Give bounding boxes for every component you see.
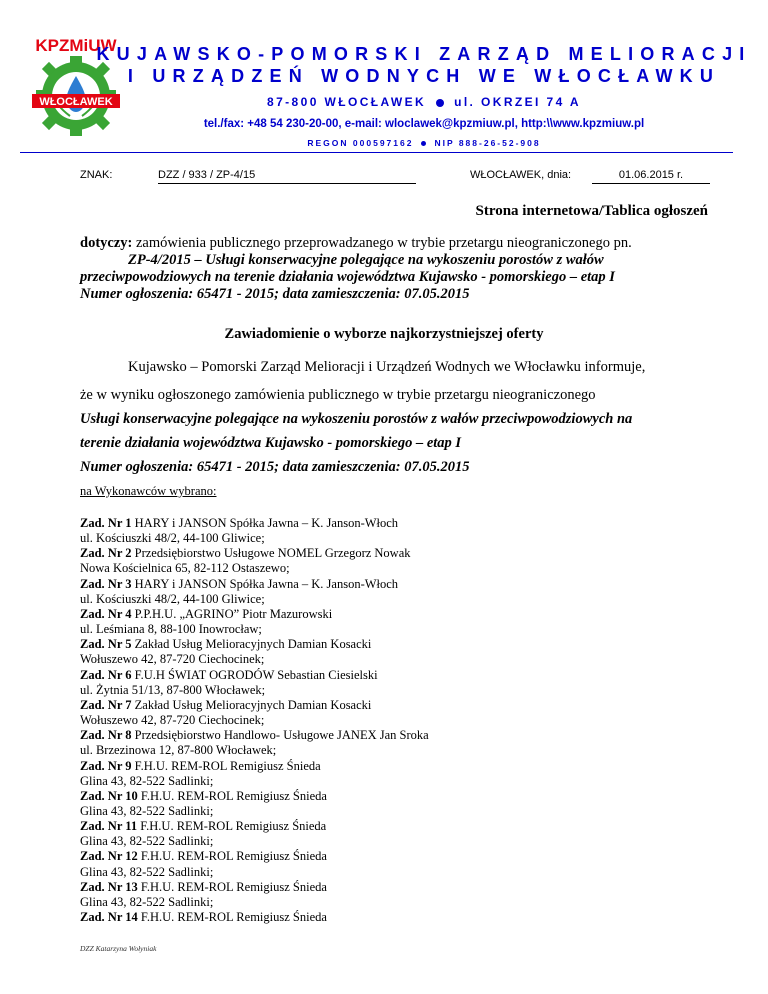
lots-list [80, 516, 720, 925]
address-city: 87-800 WŁOCŁAWEK [267, 95, 427, 109]
lot-item [80, 516, 720, 546]
org-address [80, 95, 768, 109]
notice-title: Zawiadomienie o wyborze najkorzystniejszej oferty [224, 326, 544, 342]
address-street: ul. OKRZEI 74 A [454, 95, 581, 109]
lot-contractor-address: Glina 43, 82-522 Sadlinki; [80, 864, 214, 879]
lot-contractor-name: HARY i JANSON Spółka Jawna – K. Janson-Włoch [131, 516, 399, 530]
lot-contractor-address: ul. Leśmiana 8, 88-100 Inowrocław; [80, 622, 262, 637]
lot-item [80, 789, 720, 819]
lot-contractor-name: F.H.U. REM-ROL Remigiusz Śnieda [137, 819, 327, 834]
lot-contractor-address: ul. Brzezinowa 12, 87-800 Włocławek; [80, 743, 277, 758]
lot-item [80, 759, 720, 789]
lot-contractor-address: Wołuszewo 42, 87-720 Ciechocinek; [80, 713, 265, 728]
lot-item [80, 728, 720, 758]
lot-item [80, 607, 720, 637]
lot-label: Zad. Nr 3 [80, 576, 132, 591]
page-subtitle: Strona internetowa/Tablica ogłoszeń [475, 203, 708, 219]
lot-label: Zad. Nr 13 [80, 879, 138, 894]
subject-text: zamówienia publicznego przeprowadzanego w trybie przetargu nieograniczonego pn. [132, 235, 632, 251]
org-name-line1: KUJAWSKO-POMORSKI ZARZĄD MELIORACJI [96, 44, 752, 64]
header-divider [20, 152, 733, 153]
footer-author: DZZ Katarzyna Wołyniak [80, 944, 157, 953]
nip-number: NIP 888-26-52-908 [434, 138, 541, 148]
chosen-contractors-label: na Wykonawców wybrano: [80, 484, 217, 498]
lot-item [80, 637, 720, 667]
lot-label: Zad. Nr 10 [80, 788, 138, 803]
lot-label: Zad. Nr 2 [80, 546, 132, 561]
znak-value: DZZ / 933 / ZP-4/15 [158, 169, 416, 184]
lot-item [80, 819, 720, 849]
logo-text-bottom: WŁOCŁAWEK [39, 96, 113, 108]
lot-label: Zad. Nr 5 [80, 637, 132, 652]
contact-line: tel./fax: +48 54 230-20-00, e-mail: wloclawek@kpzmiuw.pl, http:\\www.kpzmiuw.pl [203, 118, 645, 130]
lot-contractor-name: Zakład Usług Melioracyjnych Damian Kosacki [131, 637, 372, 652]
lot-contractor-name: F.U.H ŚWIAT OGRODÓW Sebastian Ciesielski [131, 667, 378, 682]
lot-contractor-name: Przedsiębiorstwo Handlowo- Usługowe JANEX Jan Sroka [131, 728, 429, 743]
subject-paragraph [80, 235, 708, 286]
logo-text-top: KPZMiUW [35, 36, 117, 55]
subject-line-1: Usługi konserwacyjne polegające na wykoszeniu porostów z wałów przeciwpowodziowych na [80, 411, 633, 427]
lot-contractor-address: Nowa Kościelnica 65, 82-112 Ostaszewo; [80, 561, 290, 576]
lot-item [80, 910, 720, 925]
lot-item [80, 668, 720, 698]
lot-item [80, 577, 720, 607]
lot-label: Zad. Nr 14 [80, 910, 138, 925]
bullet-icon [421, 141, 426, 146]
intro-line-1: Kujawsko – Pomorski Zarząd Melioracji i Urządzeń Wodnych we Włocławku informuje, [128, 359, 646, 375]
bullet-icon [436, 99, 444, 107]
date-label: WŁOCŁAWEK, dnia: [470, 169, 572, 181]
lot-contractor-name: Przedsiębiorstwo Usługowe NOMEL Grzegorz Nowak [131, 546, 411, 561]
lot-item [80, 698, 720, 728]
lot-contractor-name: P.P.H.U. „AGRINO” Piotr Mazurowski [131, 606, 333, 621]
lot-label: Zad. Nr 1 [80, 516, 132, 530]
lot-contractor-address: Glina 43, 82-522 Sadlinki; [80, 773, 214, 788]
znak-label: ZNAK: [80, 169, 113, 181]
org-name-line2: I URZĄDZEŃ WODNYCH WE WŁOCŁAWKU [127, 66, 721, 86]
lot-contractor-address: Glina 43, 82-522 Sadlinki; [80, 834, 214, 849]
regon-number: REGON 000597162 [307, 138, 414, 148]
intro-line-2: że w wyniku ogłoszonego zamówienia publicznego w trybie przetargu nieograniczonego [80, 387, 596, 403]
subject-label: dotyczy: [80, 235, 133, 251]
lot-contractor-address: ul. Kościuszki 48/2, 44-100 Gliwice; [80, 531, 265, 546]
lot-label: Zad. Nr 8 [80, 728, 132, 743]
lot-contractor-name: F.H.U. REM-ROL Remigiusz Śnieda [137, 788, 327, 803]
lot-contractor-name: F.H.U. REM-ROL Remigiusz Śnieda [137, 849, 327, 864]
lot-item [80, 880, 720, 910]
lot-contractor-name: F.H.U. REM-ROL Remigiusz Śnieda [131, 758, 321, 773]
lot-label: Zad. Nr 11 [80, 819, 138, 834]
lot-label: Zad. Nr 4 [80, 606, 132, 621]
lot-contractor-name: Zakład Usług Melioracyjnych Damian Kosacki [131, 697, 372, 712]
subject-line-2: terenie działania województwa Kujawsko - pomorskiego – etap I [80, 435, 462, 451]
lot-contractor-name: HARY i JANSON Spółka Jawna – K. Janson-Włoch [131, 576, 399, 591]
lot-label: Zad. Nr 12 [80, 849, 138, 864]
lot-contractor-name: F.H.U. REM-ROL Remigiusz Śnieda [137, 910, 327, 925]
lot-item [80, 849, 720, 879]
lot-contractor-address: Wołuszewo 42, 87-720 Ciechocinek; [80, 652, 265, 667]
lot-label: Zad. Nr 7 [80, 697, 132, 712]
lot-label: Zad. Nr 6 [80, 667, 132, 682]
date-value: 01.06.2015 r. [592, 169, 710, 184]
tender-title: ZP-4/2015 – Usługi konserwacyjne polegające na wykoszeniu porostów z wałów przeciwpowodziowych na terenie działania województwa Kujawsko - pomorskiego – etap I [80, 252, 615, 285]
registry-line [80, 138, 768, 148]
announcement-number: Numer ogłoszenia: 65471 - 2015; data zamieszczenia: 07.05.2015 [80, 286, 470, 302]
lot-contractor-address: ul. Kościuszki 48/2, 44-100 Gliwice; [80, 591, 265, 606]
lot-label: Zad. Nr 9 [80, 758, 132, 773]
lot-contractor-name: F.H.U. REM-ROL Remigiusz Śnieda [137, 879, 327, 894]
announcement-number-repeat: Numer ogłoszenia: 65471 - 2015; data zamieszczenia: 07.05.2015 [80, 459, 470, 475]
lot-contractor-address: Glina 43, 82-522 Sadlinki; [80, 803, 214, 818]
lot-contractor-address: Glina 43, 82-522 Sadlinki; [80, 894, 214, 909]
lot-contractor-address: ul. Żytnia 51/13, 87-800 Włocławek; [80, 682, 266, 697]
lot-item [80, 546, 720, 576]
